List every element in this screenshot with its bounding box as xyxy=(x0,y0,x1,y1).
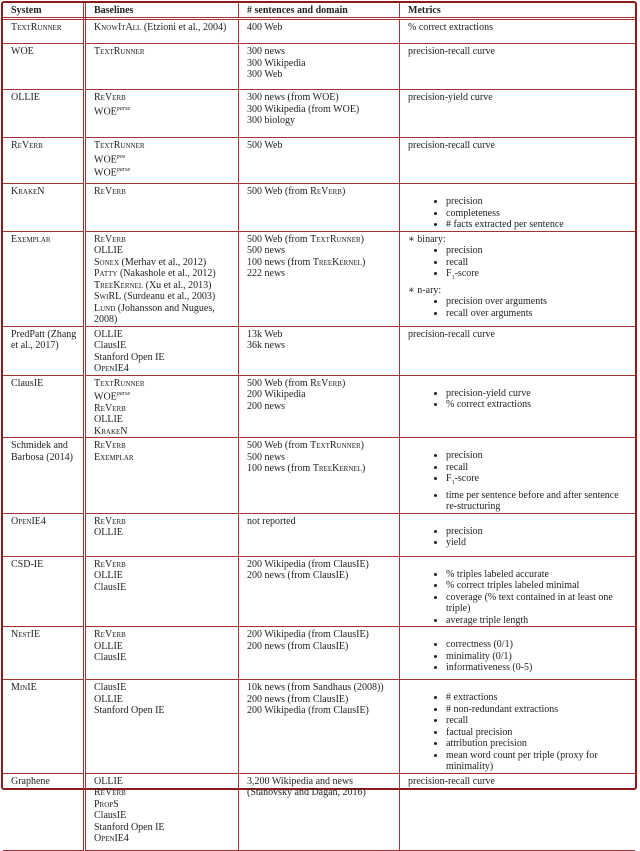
header-metrics: Metrics xyxy=(400,3,636,19)
domain-entry: 200 Wikipedia (from ClausIE) xyxy=(247,629,369,641)
metric-group-label: ∗ binary: xyxy=(408,233,446,245)
baseline-cell xyxy=(85,627,239,680)
table-row xyxy=(3,19,635,44)
baseline-entry: Stanford Open IE xyxy=(94,351,165,363)
system-cell: OpenIE4 xyxy=(3,513,85,556)
domain-cell xyxy=(239,138,400,184)
baseline-entry: TreeKernel (Xu et al., 2013) xyxy=(94,279,212,291)
baseline-entry: Lund (Johansson and Nugues, 2008) xyxy=(94,302,215,325)
baseline-cell xyxy=(85,680,239,774)
baseline-entry: $WOE^{parse}$ xyxy=(94,105,131,117)
domain-entry: 500 Web (from ReVerb) xyxy=(247,186,346,197)
domain-cell xyxy=(239,773,400,850)
domain-entry: 500 news xyxy=(247,451,286,463)
system-cell: Schmidek and Barbosa (2014) xyxy=(3,438,85,514)
baseline-cell xyxy=(85,438,239,514)
baseline-entry: ClausIE xyxy=(94,652,127,664)
baseline-entry: OLLIE xyxy=(94,570,123,582)
metric-item: • precision xyxy=(446,245,631,257)
table-row xyxy=(3,138,635,184)
metric-item: • coverage (% text contained in at least one triple) xyxy=(446,592,631,615)
baseline-cell xyxy=(85,231,239,326)
header-baselines: Baselines xyxy=(85,3,239,19)
domain-entry: 500 Web (from TextRunner) xyxy=(247,440,365,452)
metric-entry: % correct extractions xyxy=(408,22,493,33)
metrics-cell xyxy=(400,438,636,514)
domain-entry: 200 news (from ClausIE) xyxy=(247,570,349,582)
domain-entry: 300 Web xyxy=(247,69,283,80)
table-row xyxy=(3,184,635,232)
metrics-cell xyxy=(400,513,636,556)
metric-item: • factual precision xyxy=(446,727,631,739)
baseline-entry: OLLIE xyxy=(94,328,123,340)
metric-item: • % correct triples labeled minimal xyxy=(446,580,631,592)
baseline-entry: KnowItAll (Etzioni et al., 2004) xyxy=(94,22,227,33)
table-row xyxy=(3,773,635,850)
metric-item: • time per sentence before and after sentence re-structuring xyxy=(446,490,631,513)
baseline-entry: OpenIE4 xyxy=(94,833,129,845)
metric-item: • precision xyxy=(446,450,631,462)
metric-entry: precision-recall curve xyxy=(408,775,495,787)
metric-item: • precision over arguments xyxy=(446,296,631,308)
baseline-entry: OLLIE xyxy=(94,245,123,256)
baseline-entry: SwiRL (Surdeanu et al., 2003) xyxy=(94,291,216,302)
baseline-cell xyxy=(85,19,239,44)
metric-item: • minimality (0/1) xyxy=(446,651,631,663)
domain-cell xyxy=(239,44,400,90)
metric-item: • precision xyxy=(446,526,631,538)
baseline-entry: ClausIE xyxy=(94,682,127,694)
metrics-cell xyxy=(400,44,636,90)
metric-item: • recall xyxy=(446,715,631,727)
domain-cell xyxy=(239,556,400,627)
system-cell: ReVerb xyxy=(3,138,85,184)
baseline-cell xyxy=(85,90,239,138)
metric-list xyxy=(408,245,631,285)
baseline-entry: $WOE^{pos}$ xyxy=(94,153,126,165)
metric-item: • average triple length xyxy=(446,615,631,627)
domain-entry: 500 news xyxy=(247,245,286,256)
baseline-entry: Stanford Open IE xyxy=(94,821,165,833)
table-row xyxy=(3,326,635,375)
metric-item: • yield xyxy=(446,537,631,549)
baseline-entry: $WOE^{parse}$ xyxy=(94,391,131,403)
baseline-entry: ReVerb xyxy=(94,515,126,527)
domain-cell xyxy=(239,90,400,138)
domain-entry: 300 Wikipedia xyxy=(247,57,306,69)
system-cell: ClausIE xyxy=(3,375,85,438)
domain-entry: 500 Web xyxy=(247,140,283,151)
metric-item: • informativeness (0-5) xyxy=(446,662,631,674)
domain-cell xyxy=(239,680,400,774)
metric-item: • recall over arguments xyxy=(446,308,631,320)
domain-entry: 200 Wikipedia xyxy=(247,389,306,400)
metrics-cell xyxy=(400,627,636,680)
system-cell: Graphene xyxy=(3,773,85,850)
baseline-entry: OLLIE xyxy=(94,640,123,652)
baseline-entry: Exemplar xyxy=(94,451,134,463)
metric-item: • completeness xyxy=(446,208,631,220)
metric-item: • mean word count per triple (proxy for minimality) xyxy=(446,750,631,773)
baseline-cell xyxy=(85,184,239,232)
domain-entry: 10k news (from Sandhaus (2008)) xyxy=(247,682,384,694)
metric-entry: precision-recall curve xyxy=(408,328,495,340)
system-cell: WOE xyxy=(3,44,85,90)
comparison-table-frame xyxy=(1,1,637,845)
metrics-cell xyxy=(400,231,636,326)
domain-cell xyxy=(239,184,400,232)
metric-entry: precision-recall curve xyxy=(408,140,495,151)
baseline-entry: KrakeN xyxy=(94,425,128,437)
header-system: System xyxy=(3,3,85,19)
baseline-entry: OLLIE xyxy=(94,775,123,787)
metrics-cell xyxy=(400,773,636,850)
metric-list xyxy=(408,569,631,627)
baseline-entry: ReVerb xyxy=(94,558,126,570)
baseline-entry: OLLIE xyxy=(94,414,123,426)
system-cell: MinIE xyxy=(3,680,85,774)
domain-entry: 200 Wikipedia (from ClausIE) xyxy=(247,705,369,717)
metric-entry: precision-recall curve xyxy=(408,46,495,57)
baseline-cell xyxy=(85,44,239,90)
table-row xyxy=(3,375,635,438)
domain-entry: 500 Web (from TextRunner) xyxy=(247,233,365,245)
metrics-cell xyxy=(400,375,636,438)
baseline-entry: $WOE^{parse}$ xyxy=(94,167,131,179)
metric-item: • recall xyxy=(446,257,631,269)
baseline-entry: TextRunner xyxy=(94,140,145,151)
metric-item: • attribution precision xyxy=(446,738,631,750)
table-row xyxy=(3,513,635,556)
baseline-entry: TextRunner xyxy=(94,377,145,389)
header-domain: # sentences and domain xyxy=(239,3,400,19)
table-row xyxy=(3,231,635,326)
baseline-cell xyxy=(85,375,239,438)
baseline-entry: ReVerb xyxy=(94,629,126,641)
baseline-entry: ReVerb xyxy=(94,440,126,452)
domain-entry: 200 news xyxy=(247,400,286,412)
metric-item: • $F_1$-score xyxy=(446,473,631,490)
system-cell: CSD-IE xyxy=(3,556,85,627)
baseline-entry: ClausIE xyxy=(94,581,127,593)
system-cell: OLLIE xyxy=(3,90,85,138)
baseline-entry: Sonex (Merhav et al., 2012) xyxy=(94,256,207,268)
domain-entry: 200 news (from ClausIE) xyxy=(247,640,349,652)
metric-group-label: ∗ n-ary: xyxy=(408,284,442,296)
table-row xyxy=(3,90,635,138)
baseline-cell xyxy=(85,513,239,556)
domain-cell xyxy=(239,438,400,514)
domain-entry: 300 Wikipedia (from WOE) xyxy=(247,103,360,115)
domain-entry: 222 news xyxy=(247,268,286,279)
domain-entry: 3,200 Wikipedia and news (Stanovsky and Dagan, 2016) xyxy=(247,775,366,799)
metric-item: • recall xyxy=(446,462,631,474)
metrics-cell xyxy=(400,90,636,138)
baseline-entry: ClausIE xyxy=(94,810,127,822)
domain-entry: not reported xyxy=(247,515,296,527)
domain-cell xyxy=(239,231,400,326)
domain-entry: 300 news (from WOE) xyxy=(247,92,339,103)
table-row xyxy=(3,44,635,90)
baseline-entry: ReVerb xyxy=(94,186,126,197)
metric-item: • # facts extracted per sentence xyxy=(446,219,631,231)
system-cell: TextRunner xyxy=(3,19,85,44)
domain-entry: 13k Web xyxy=(247,328,283,340)
metric-item: • # non-redundant extractions xyxy=(446,704,631,716)
baseline-entry: ClausIE xyxy=(94,340,127,351)
baseline-cell xyxy=(85,326,239,375)
domain-cell xyxy=(239,326,400,375)
metrics-cell xyxy=(400,138,636,184)
baseline-entry: PropS xyxy=(94,798,119,810)
baseline-entry: Stanford Open IE xyxy=(94,705,165,717)
metric-entry: precision-yield curve xyxy=(408,92,493,103)
domain-cell xyxy=(239,627,400,680)
table-row xyxy=(3,627,635,680)
domain-cell xyxy=(239,375,400,438)
domain-entry: 100 news (from TreeKernel) xyxy=(247,463,366,475)
metric-item: • precision-yield curve xyxy=(446,388,631,400)
domain-entry: 500 Web (from ReVerb) xyxy=(247,377,346,389)
table-header xyxy=(3,3,635,19)
metric-item: • $F_1$-score xyxy=(446,268,631,285)
metric-item: • correctness (0/1) xyxy=(446,639,631,651)
baseline-cell xyxy=(85,556,239,627)
metrics-cell xyxy=(400,556,636,627)
baseline-entry: OLLIE xyxy=(94,527,123,539)
domain-entry: 300 biology xyxy=(247,115,296,126)
metrics-cell xyxy=(400,326,636,375)
baseline-entry: OLLIE xyxy=(94,693,123,705)
baseline-entry: OpenIE4 xyxy=(94,363,129,374)
baseline-entry: TextRunner xyxy=(94,46,145,57)
metric-list xyxy=(408,526,631,549)
domain-entry: 200 news (from ClausIE) xyxy=(247,693,349,705)
baseline-entry: ReVerb xyxy=(94,233,126,245)
metrics-cell xyxy=(400,680,636,774)
metrics-cell xyxy=(400,19,636,44)
domain-cell xyxy=(239,19,400,44)
table-row xyxy=(3,438,635,514)
baseline-entry: ReVerb xyxy=(94,787,126,799)
baseline-entry: Patty (Nakashole et al., 2012) xyxy=(94,268,216,279)
table-row xyxy=(3,556,635,627)
metric-item: • precision xyxy=(446,196,631,208)
metric-item: • % correct extractions xyxy=(446,399,631,411)
metric-item: • # extractions xyxy=(446,692,631,704)
domain-entry: 300 news xyxy=(247,46,286,57)
system-cell: NestIE xyxy=(3,627,85,680)
comparison-table xyxy=(3,3,635,851)
system-cell: Exemplar xyxy=(3,231,85,326)
system-cell: KrakeN xyxy=(3,184,85,232)
metric-list xyxy=(408,450,631,513)
metrics-cell xyxy=(400,184,636,232)
system-cell: PredPatt (Zhang et al., 2017) xyxy=(3,326,85,375)
domain-entry: 100 news (from TreeKernel) xyxy=(247,256,366,268)
domain-entry: 400 Web xyxy=(247,22,283,33)
metric-list xyxy=(408,639,631,674)
baseline-cell xyxy=(85,138,239,184)
domain-entry: 36k news xyxy=(247,340,286,351)
baseline-cell xyxy=(85,773,239,850)
table-row xyxy=(3,680,635,774)
metric-list xyxy=(408,692,631,773)
metric-list xyxy=(408,196,631,231)
metric-list xyxy=(408,296,631,319)
metric-list xyxy=(408,388,631,411)
baseline-entry: ReVerb xyxy=(94,92,126,103)
metric-item: • % triples labeled accurate xyxy=(446,569,631,581)
baseline-entry: ReVerb xyxy=(94,402,126,414)
domain-entry: 200 Wikipedia (from ClausIE) xyxy=(247,558,369,570)
domain-cell xyxy=(239,513,400,556)
